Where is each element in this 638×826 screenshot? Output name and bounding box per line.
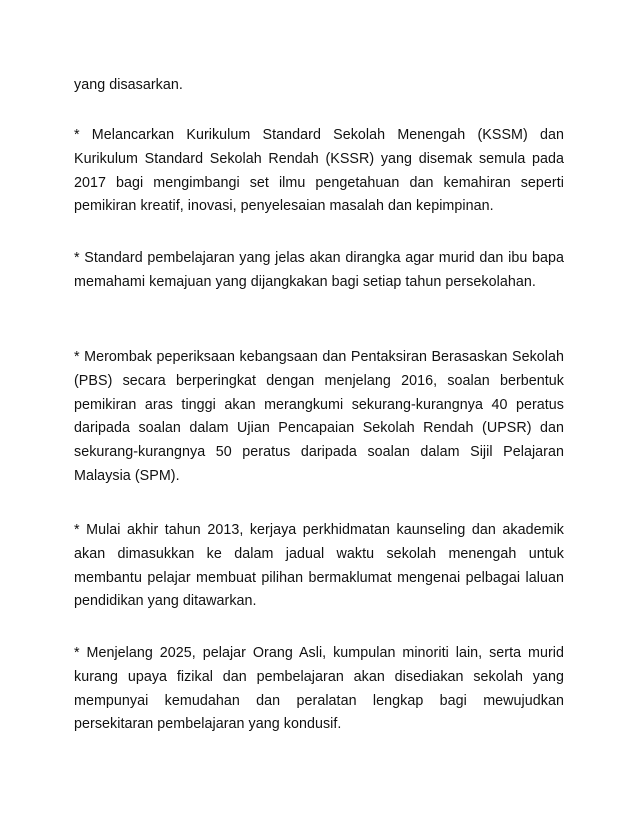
paragraph-kssm-kssr: * Melancarkan Kurikulum Standard Sekolah Menengah (KSSM) dan Kurikulum Standard Sekolah Rendah (KSSR) yang disemak semula pada 2017 bagi mengimbangi set ilmu pengetahuan dan kemahiran seperti pemikiran kreatif, inovasi, penyelesaian masalah dan kepimpinan. — [74, 127, 564, 215]
paragraph-orang-asli: * Menjelang 2025, pelajar Orang Asli, kumpulan minoriti lain, serta murid kurang upaya fizikal dan pembelajaran akan disediakan sekolah yang mempunyai kemudahan dan peralatan lengkap bagi mewujudkan persekitaran pembelajaran yang kondusif. — [74, 645, 564, 733]
paragraph-exam-reform: * Merombak peperiksaan kebangsaan dan Pentaksiran Berasaskan Sekolah (PBS) secara berperingkat dengan menjelang 2016, soalan berbentuk pemikiran aras tinggi akan merangkumi sekurang-kurangnya 40 peratus daripada soalan dalam Ujian Pencapaian Sekolah Rendah (UPSR) dan sekurang-kurangnya 50 peratus daripada soalan dalam Sijil Pelajaran Malaysia (SPM). — [74, 349, 564, 484]
paragraph-continuation: yang disasarkan. — [74, 77, 183, 93]
paragraph-learning-standard: * Standard pembelajaran yang jelas akan dirangka agar murid dan ibu bapa memahami kemajuan yang dijangkakan bagi setiap tahun persekolahan. — [74, 250, 564, 290]
paragraph-counseling: * Mulai akhir tahun 2013, kerjaya perkhidmatan kaunseling dan akademik akan dimasukkan ke dalam jadual waktu sekolah menengah untuk membantu pelajar membuat pilihan bermaklumat mengenai pelbagai laluan pendidikan yang ditawarkan. — [74, 522, 564, 610]
